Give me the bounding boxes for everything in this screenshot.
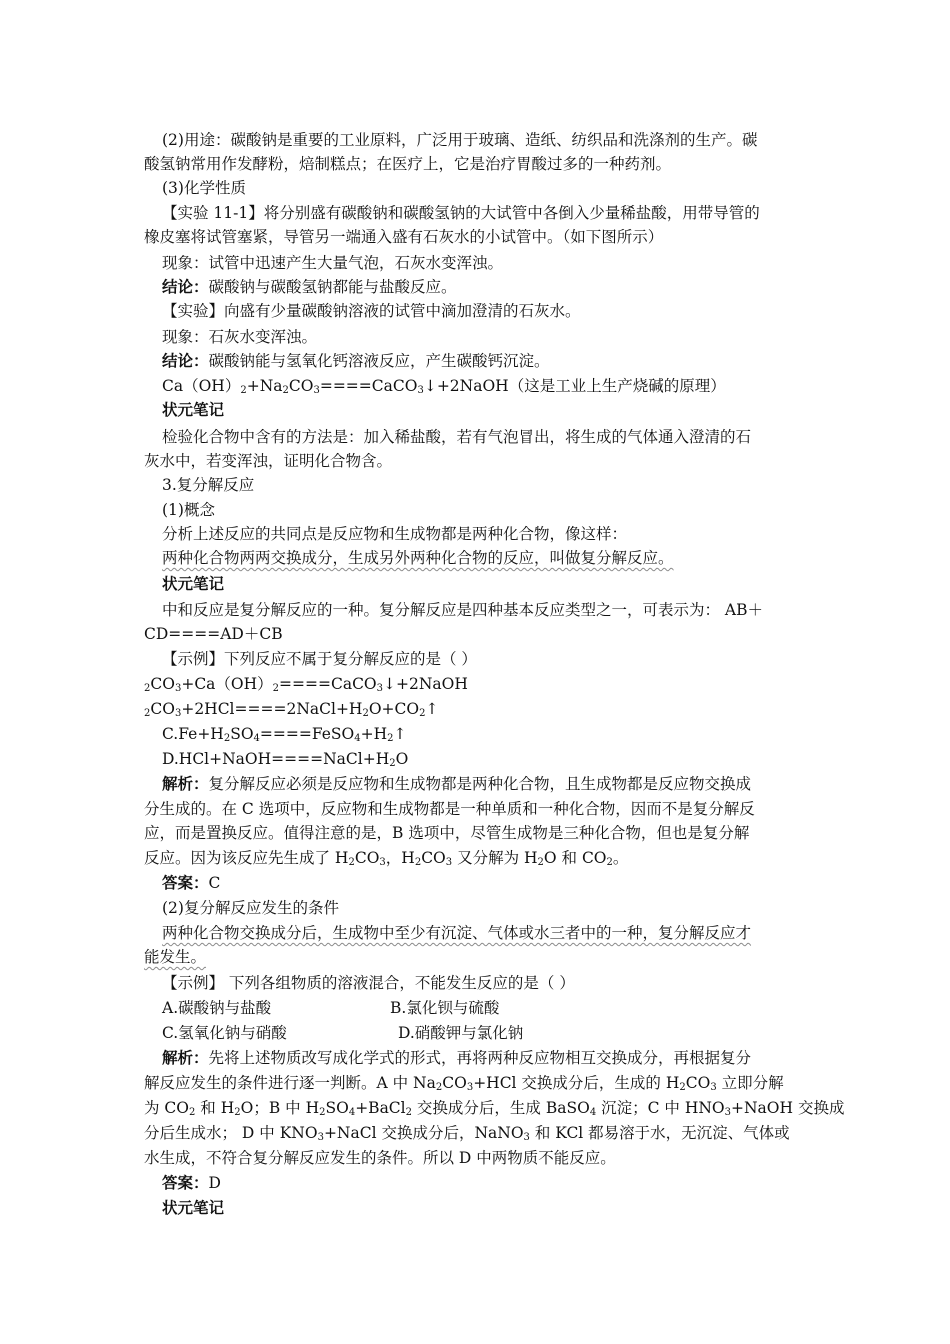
equation-caustic-soda: $Ca(OH)_2+Na_2CO_3====CaCO_3↓+2NaOH$（这是工业上生产烧碱的原理）: [162, 377, 726, 396]
note-text: 检验化合物中含有的方法是：加入稀盐酸，若有气泡冒出，将生成的气体通入澄清的石: [162, 428, 752, 446]
analysis-label: 解析：: [162, 1048, 209, 1067]
conclusion-1: [162, 275, 810, 299]
analysis-1-cont-2: 应，而是置换反应。值得注意的是，B 选项中，尽管生成物是三种化合物，但也是复分解: [144, 824, 750, 842]
example-2-options-ab: [162, 996, 810, 1020]
answer-label: 答案：: [162, 873, 209, 892]
option-c: C.氢氧化钠与硝酸: [162, 1024, 287, 1042]
concept-intro: 分析上述反应的共同点是反应物和生成物都是两种化合物，像这样：: [162, 525, 628, 543]
example-1-question: 【示例】下列反应不属于复分解反应的是（ ）: [162, 650, 477, 668]
answer-2: 答案：D: [162, 1173, 221, 1192]
note-neutralization-cont: CD====AD＋CB: [144, 625, 283, 643]
option-d: D.硝酸钾与氯化钠: [398, 1024, 524, 1042]
example-1-option-c: $C.Fe+H_2SO_4====FeSO_4+H_2↑$: [162, 725, 407, 744]
analysis-2-cont-4: 水生成，不符合复分解反应发生的条件。所以 D 中两物质不能反应。: [144, 1149, 616, 1167]
conclusion-2: [162, 349, 810, 373]
phenomenon-1: 现象：试管中迅速产生大量气泡，石灰水变浑浊。: [162, 254, 504, 272]
analysis-1-cont-3: 反应。因为该反应先生成了 $H_2CO_3$，$H_2CO_3$ 又分解为 $H_2O$ 和 $CO_2$。: [144, 849, 629, 868]
answer-label: 答案：: [162, 1173, 209, 1192]
concept-definition: 两种化合物两两交换成分，生成另外两种化合物的反应，叫做复分解反应。: [162, 549, 674, 567]
option-b: B.氯化钡与硫酸: [390, 999, 500, 1017]
note-heading: 状元笔记: [162, 1198, 225, 1217]
analysis-1-cont-1: 分生成的。在 C 选项中，反应物和生成物都是一种单质和一种化合物，因而不是复分解反: [144, 800, 755, 818]
note-neutralization: 中和反应是复分解反应的一种。复分解反应是四种基本反应类型之一，可表示为： AB＋: [162, 601, 764, 619]
note-heading: 状元笔记: [162, 574, 225, 593]
note-heading: 状元笔记: [162, 400, 225, 419]
note-text-cont: 灰水中，若变浑浊，证明化合物含。: [144, 452, 393, 470]
option-a: A.碳酸钠与盐酸: [162, 999, 272, 1017]
analysis-1: 解析：复分解反应必须是反应物和生成物都是两种化合物，且生成物都是反应物交换成: [162, 774, 752, 793]
example-1-option-d: $D.HCl+NaOH====NaCl+H_2O$: [162, 750, 409, 769]
experiment-11-1-cont: 橡皮塞将试管塞紧，导管另一端通入盛有石灰水的小试管中。（如下图所示）: [144, 228, 664, 246]
experiment-2: 【实验】向盛有少量碳酸钠溶液的试管中滴加澄清的石灰水。: [162, 302, 581, 320]
conditions-text: 两种化合物交换成分后，生成物中至少有沉淀、气体或水三者中的一种，复分解反应才: [162, 924, 752, 942]
example-1-option-a: $_2CO_3+Ca(OH)_2====CaCO_3↓+2NaOH$: [144, 675, 468, 694]
answer-1: 答案：C: [162, 873, 221, 892]
conclusion-label: 结论：: [162, 277, 209, 296]
paragraph-uses-cont: 酸氢钠常用作发酵粉，焙制糕点；在医疗上，它是治疗胃酸过多的一种药剂。: [144, 155, 672, 173]
conclusion-label: 结论：: [162, 351, 209, 370]
analysis-2-cont-3: 分后生成水； D 中 $KNO_3+NaCl$ 交换成分后，NaNO$_3$ 和 KCl 都易溶于水，无沉淀、气体或: [144, 1124, 790, 1143]
section-double-decomposition: 3.复分解反应: [162, 476, 255, 494]
paragraph-uses: (2)用途：碳酸钠是重要的工业原料，广泛用于玻璃、造纸、纺织品和洗涤剂的生产。碳: [162, 131, 758, 149]
conclusion-text: 碳酸钠能与氢氧化钙溶液反应，产生碳酸钙沉淀。: [208, 352, 550, 370]
heading-conditions: (2)复分解反应发生的条件: [162, 899, 339, 917]
example-2-question: 【示例】 下列各组物质的溶液混合，不能发生反应的是（ ）: [162, 974, 575, 992]
analysis-2-cont-1: 解反应发生的条件进行逐一判断。A 中 $Na_2CO_3+HCl$ 交换成分后，生成的 $H_2CO_3$ 立即分解: [144, 1074, 784, 1093]
experiment-11-1: 【实验 11-1】将分别盛有碳酸钠和碳酸氢钠的大试管中各倒入少量稀盐酸，用带导管的: [162, 204, 760, 222]
phenomenon-2: 现象：石灰水变浑浊。: [162, 328, 318, 346]
heading-chemical-properties: (3)化学性质: [162, 179, 246, 197]
analysis-2-cont-2: 为 $CO_2$ 和 $H_2O$；B 中 $H_2SO_4+BaCl_2$ 交换成分后，生成 BaSO$_4$ 沉淀；C 中 $HNO_3+NaOH$ 交换成: [144, 1099, 845, 1118]
heading-concept: (1)概念: [162, 501, 215, 519]
conditions-text-cont: 能发生。: [144, 948, 207, 966]
analysis-label: 解析：: [162, 774, 209, 793]
analysis-2: 解析：先将上述物质改写成化学式的形式，再将两种反应物相互交换成分，再根据复分: [162, 1048, 752, 1067]
example-2-options-cd: [162, 1021, 810, 1045]
example-1-option-b: $_2CO_3+2HCl====2NaCl+H_2O+CO_2↑$: [144, 700, 439, 719]
conclusion-text: 碳酸钠与碳酸氢钠都能与盐酸反应。: [208, 278, 457, 296]
